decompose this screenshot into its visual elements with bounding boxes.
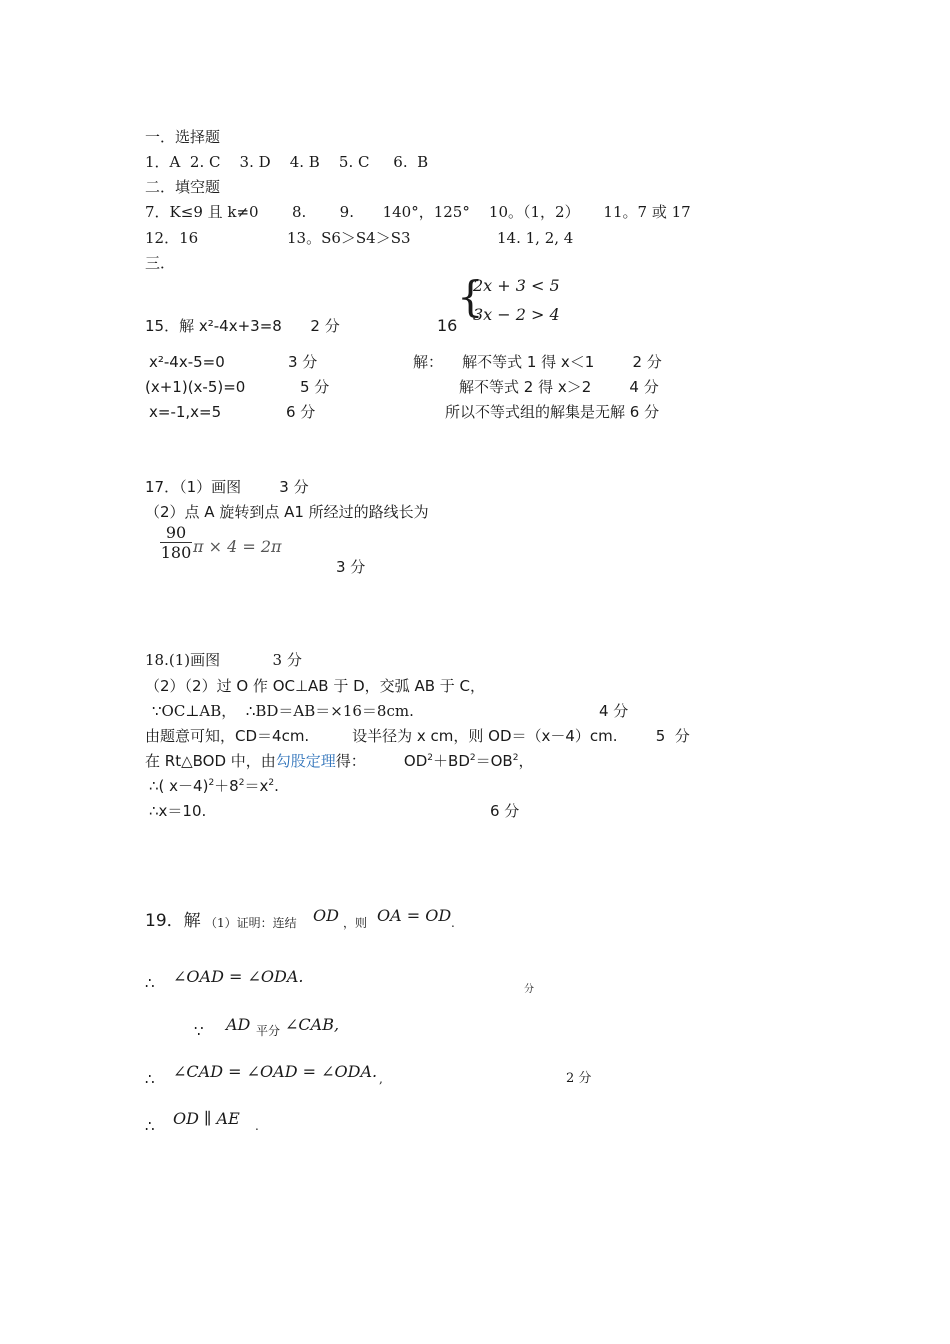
q19-ad: AD	[226, 1015, 251, 1034]
pythagorean-theorem-link[interactable]: 勾股定理	[275, 752, 336, 770]
q17-score: 3 分	[336, 558, 366, 576]
q18-part-1: 18.(1)画图 3 分	[145, 651, 302, 669]
section-solve-heading: 三．	[145, 254, 176, 272]
q19-oa-eq-od: OA = OD	[377, 906, 452, 925]
q18-line-5: 在 Rt△BOD 中，由勾股定理得： $OD^2+BD^2=OB^2$，	[145, 752, 534, 770]
q17-part-1: 17．（1）画图 3 分	[145, 478, 309, 496]
q19-bisects: 平分	[256, 1024, 281, 1038]
q19-line-4-score: 2 分	[566, 1071, 592, 1086]
therefore-symbol-3: ∴	[145, 1117, 155, 1135]
q18-line-4: 由题意可知，CD＝4cm. 设半径为 x cm，则 OD＝（x－4）cm. 5 分	[145, 727, 690, 745]
q19-line-5-dot: .	[255, 1119, 259, 1133]
q18-line-7-score: 6 分	[490, 802, 520, 820]
q18-line-6: ∴( $x-4)^2+8^2=x^2$.	[149, 777, 279, 795]
fill-answer-14: 14. 1, 2, 4	[497, 229, 574, 247]
q16-step-1: 解： 解不等式 1 得 x＜1 2 分	[413, 353, 662, 371]
q16-step-3: 所以不等式组的解集是无解 6 分	[445, 403, 660, 421]
system-line-2: 3x − 2 > 4	[473, 305, 560, 324]
system-brace-icon: {	[457, 272, 484, 321]
q17-formula: π × 4 = 2π	[193, 537, 282, 556]
q18-part-2: （2）（2）过 O 作 OC⊥AB 于 D，交弧 AB 于 C，	[145, 677, 486, 695]
q15-step-2: (x+1)(x-5)=0	[145, 378, 246, 396]
q18-line-3-score: 4 分	[599, 702, 629, 720]
q19-then: ，则	[343, 916, 368, 930]
system-line-1: 2x + 3 < 5	[473, 276, 560, 295]
q19-line-5: OD ∥ AE	[173, 1109, 240, 1128]
q18-line-3: ∵OC⊥AB， ∴BD＝AB＝×16＝8cm.	[152, 702, 414, 720]
q19-line-2-score: 分	[524, 984, 534, 995]
choice-answers: 1．A 2. C 3. D 4. B 5. C 6. B	[145, 153, 429, 171]
q15-step-3: x=-1,x=5	[149, 403, 222, 421]
q16-number: 16	[437, 316, 458, 335]
because-symbol: ∵	[194, 1022, 204, 1040]
q19-angle-cab: ∠CAB,	[285, 1015, 340, 1034]
q18-line-7: ∴x＝10.	[149, 802, 207, 820]
therefore-symbol-1: ∴	[145, 974, 155, 992]
q15-step-1-score: 3 分	[288, 353, 318, 371]
q15-step-1: x²-4x-5=0	[149, 353, 225, 371]
fill-answer-13: 13。S6＞S4＞S3	[287, 229, 411, 247]
fill-answer-12: 12．16	[145, 229, 199, 247]
q15-step-3-score: 6 分	[286, 403, 316, 421]
q19-line-4-comma: ,	[379, 1072, 383, 1086]
q15-statement: 15．解 x²-4x+3=8 2 分	[145, 317, 340, 335]
fraction-numerator: 90	[165, 523, 187, 542]
section-choice-heading: 一．选择题	[145, 128, 221, 146]
fraction-denominator: 180	[160, 543, 192, 562]
q19-od: OD	[313, 906, 339, 925]
q19-label: 19．解	[145, 911, 201, 931]
q17-part-2: （2）点 A 旋转到点 A1 所经过的路线长为	[145, 503, 429, 521]
q19-line-4: ∠CAD = ∠OAD = ∠ODA.	[173, 1062, 378, 1081]
q15-step-2-score: 5 分	[300, 378, 330, 396]
q19-proof-intro: （1）证明：连结	[205, 916, 297, 930]
q16-step-2: 解不等式 2 得 x＞2 4 分	[459, 378, 659, 396]
q17-fraction	[160, 523, 192, 562]
therefore-symbol-2: ∴	[145, 1070, 155, 1088]
fill-answers-7-11: 7．K≤9 且 k≠0 8. 9. 140°，125° 10。（1，2） 11。7 或 17	[145, 203, 691, 221]
q19-line-2: ∠OAD = ∠ODA.	[173, 967, 304, 986]
section-fill-heading: 二．填空题	[145, 178, 221, 196]
q19-dot: .	[451, 916, 455, 930]
